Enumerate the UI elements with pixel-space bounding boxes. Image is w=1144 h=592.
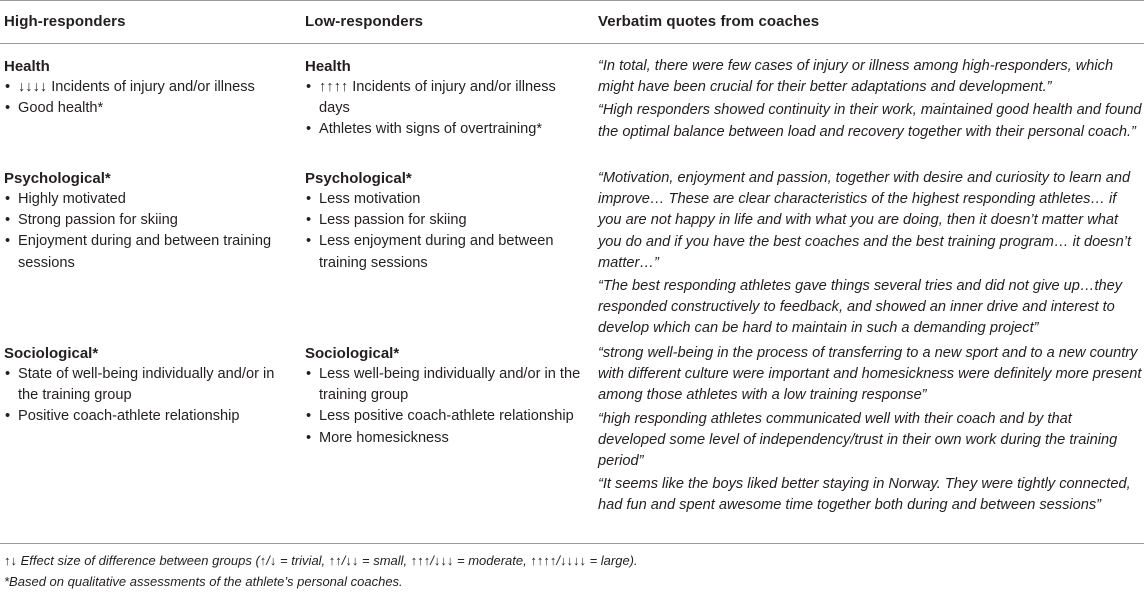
top-rule — [0, 0, 1144, 1]
psychological-low-cell — [305, 168, 585, 274]
sociological-low-title: Sociological* — [305, 345, 400, 362]
psychological-high-list — [4, 189, 284, 274]
list-item: • State of well-being individually and/or in the training group — [4, 364, 284, 406]
sociological-high-list — [4, 364, 284, 428]
health-high-title: Health — [4, 58, 50, 75]
list-item: • Strong passion for skiing — [4, 210, 284, 231]
health-low-cell — [305, 56, 585, 141]
sociological-low-cell — [305, 343, 595, 449]
footnote-effect-size: ↑↓ Effect size of difference between groups (↑/↓ = trivial, ↑↑/↓↓ = small, ↑↑↑/↓↓↓ = moderate, ↑↑↑↑/↓↓↓↓ = large). — [4, 553, 638, 568]
health-low-list — [305, 77, 585, 141]
list-item: • Positive coach-athlete relationship — [4, 406, 284, 427]
quote: “The best responding athletes gave things several tries and did not give up…they responded constructively to feedback, and showed an inner drive and interest to develop which can be hard to maintain in such a demanding project” — [598, 278, 1123, 337]
list-item: • ↓↓↓↓ Incidents of injury and/or illness — [4, 77, 284, 98]
list-item: • Enjoyment during and between training sessions — [4, 231, 284, 273]
health-quotes-cell — [598, 56, 1143, 143]
psychological-low-list — [305, 189, 585, 274]
header-rule — [0, 43, 1144, 44]
psychological-quotes-cell — [598, 168, 1143, 340]
header-verbatim-quotes: Verbatim quotes from coaches — [598, 13, 820, 30]
list-item: • ↑↑↑↑ Incidents of injury and/or illness days — [305, 77, 585, 119]
quote: “High responders showed continuity in their work, maintained good health and found the optimal balance between load and recovery together with their personal coach.” — [598, 102, 1142, 140]
list-item: • Less motivation — [305, 189, 585, 210]
sociological-low-list — [305, 364, 595, 449]
health-high-list — [4, 77, 284, 119]
psychological-low-title: Psychological* — [305, 170, 412, 187]
header-low-responders: Low-responders — [305, 13, 424, 30]
psychological-high-cell — [4, 168, 284, 274]
sociological-high-cell — [4, 343, 284, 428]
header-high-responders: High-responders — [4, 13, 126, 30]
health-low-title: Health — [305, 58, 351, 75]
bottom-rule — [0, 543, 1144, 544]
list-item: • Athletes with signs of overtraining* — [305, 119, 585, 140]
list-item: • Less enjoyment during and between training sessions — [305, 231, 585, 273]
quote: “Motivation, enjoyment and passion, together with desire and curiosity to learn and improve… These are clear characteristics of the highest responding athletes… if you are not happy in life and with what you are doing, then it doesn’t matter what you do and if you have the best coaches and the best training program… it doesn’t matter…” — [598, 170, 1132, 271]
footnote-qualitative: *Based on qualitative assessments of the athlete’s personal coaches. — [4, 574, 403, 589]
list-item: • More homesickness — [305, 428, 595, 449]
sociological-quotes-cell — [598, 343, 1143, 517]
quote: “In total, there were few cases of injury or illness among high-responders, which might have been crucial for their better adaptations and development.” — [598, 58, 1114, 96]
quote: “high responding athletes communicated well with their coach and by that developed some level of independency/trust in their own work during the training period” — [598, 410, 1118, 470]
list-item: • Less passion for skiing — [305, 210, 585, 231]
list-item: • Good health* — [4, 98, 284, 119]
list-item: • Less positive coach-athlete relationship — [305, 406, 595, 427]
list-item: • Highly motivated — [4, 189, 284, 210]
quote: “strong well-being in the process of transferring to a new sport and to a new country with different culture were important and homesickness were definitely more present among those athletes with a low training response” — [598, 345, 1142, 404]
list-item: • Less well-being individually and/or in the training group — [305, 364, 595, 406]
psychological-high-title: Psychological* — [4, 170, 111, 187]
health-high-cell — [4, 56, 284, 119]
quote: “It seems like the boys liked better staying in Norway. They were tightly connected, had fun and spent awesome time together both during and between sessions” — [598, 476, 1131, 514]
sociological-high-title: Sociological* — [4, 345, 99, 362]
